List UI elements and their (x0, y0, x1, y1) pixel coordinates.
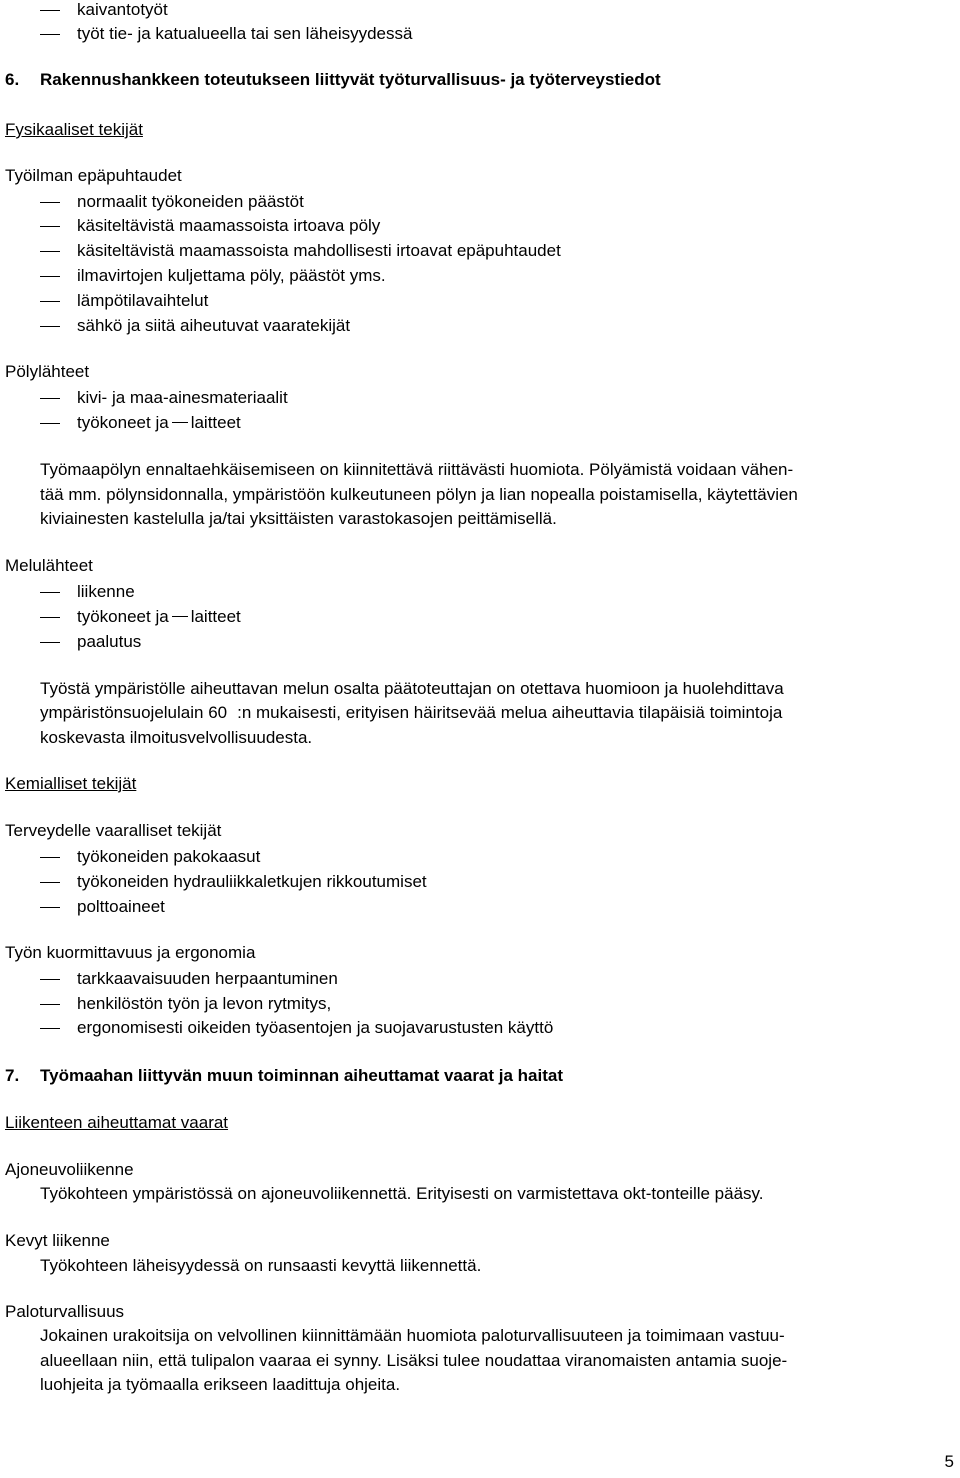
list-item: sähkö ja siitä aiheutuvat vaaratekijät (77, 316, 351, 335)
inline-dash (172, 422, 188, 423)
paragraph-line: luohjeita ja työmaalla erikseen laadittuja ohjeita. (40, 1375, 401, 1394)
list-item: paalutus (77, 632, 142, 651)
polylahteet-heading: Pölylähteet (5, 362, 90, 381)
list-item: tarkkaavaisuuden herpaantuminen (77, 969, 338, 988)
paragraph-line: Työkohteen ympäristössä on ajoneuvoliikennettä. Erityisesti on varmistettava okt-tonteille pääsy. (40, 1184, 764, 1203)
bullet-dash (40, 1004, 60, 1005)
terveydelle-heading: Terveydelle vaaralliset tekijät (5, 821, 222, 840)
bullet-dash (40, 979, 60, 980)
section-7-title: Työmaahan liittyvän muun toiminnan aiheuttamat vaarat ja haitat (40, 1066, 564, 1085)
bullet-dash (40, 617, 60, 618)
list-item: työkoneiden pakokaasut (77, 847, 261, 866)
list-item-part: laitteet (190, 607, 241, 626)
bullet-dash (40, 202, 60, 203)
paragraph-line: tää mm. pölynsidonnalla, ympäristöön kulkeutuneen pölyn ja lian nopealla poistamisella, käytettävien (40, 485, 798, 504)
paragraph-part: :n mukaisesti, erityisen häiritsevää melua aiheuttavia tilapäisiä toimintoja (237, 703, 783, 722)
list-item: normaalit työkoneiden päästöt (77, 192, 304, 211)
list-item: henkilöstön työn ja levon rytmitys, (77, 994, 332, 1013)
list-item (77, 607, 241, 627)
paragraph-line: Työstä ympäristölle aiheuttavan melun osalta päätoteuttajan on otettava huomioon ja huolehdittava (40, 679, 784, 698)
list-item: kaivantotyöt (77, 0, 168, 19)
palo-heading: Paloturvallisuus (5, 1302, 125, 1321)
kuormittavuus-heading: Työn kuormittavuus ja ergonomia (5, 943, 256, 962)
paragraph-part: ympäristönsuojelulain 60 (40, 703, 228, 722)
list-item: liikenne (77, 582, 135, 601)
paragraph-line: Työmaapölyn ennaltaehkäisemiseen on kiinnitettävä riittävästi huomiota. Pölyämistä voidaan vähen- (40, 460, 794, 479)
section-6-title: Rakennushankkeen toteutukseen liittyvät työturvallisuus- ja työterveystiedot (40, 70, 661, 89)
bullet-dash (40, 301, 60, 302)
list-item: kivi- ja maa-ainesmateriaalit (77, 388, 288, 407)
list-item: työt tie- ja katualueella tai sen läheisyydessä (77, 24, 413, 43)
list-item: käsiteltävistä maamassoista mahdollisesti irtoavat epäpuhtaudet (77, 241, 561, 260)
inline-dash (172, 616, 188, 617)
bullet-dash (40, 276, 60, 277)
bullet-dash (40, 423, 60, 424)
list-item: polttoaineet (77, 897, 165, 916)
paragraph-line: Jokainen urakoitsija on velvollinen kiinnittämään huomiota paloturvallisuuteen ja toimimaan vastuu- (40, 1326, 785, 1345)
list-item: työkoneiden hydrauliikkaletkujen rikkoutumiset (77, 872, 427, 891)
section-7-number: 7. (5, 1066, 20, 1085)
section-6-number: 6. (5, 70, 20, 89)
melulahteet-heading: Melulähteet (5, 556, 93, 575)
ajoneuvo-heading: Ajoneuvoliikenne (5, 1160, 134, 1179)
list-item (77, 413, 241, 433)
bullet-dash (40, 10, 60, 11)
fysikaaliset-heading: Fysikaaliset tekijät (5, 120, 143, 139)
list-item: ilmavirtojen kuljettama pöly, päästöt yms. (77, 266, 386, 285)
kevyt-heading: Kevyt liikenne (5, 1231, 110, 1250)
liikenne-heading: Liikenteen aiheuttamat vaarat (5, 1113, 229, 1132)
paragraph-line (40, 703, 782, 723)
bullet-dash (40, 251, 60, 252)
paragraph-line: alueellaan niin, että tulipalon vaaraa ei synny. Lisäksi tulee noudattaa viranomaisten antamia suoje- (40, 1351, 788, 1370)
paragraph-line: Työkohteen läheisyydessä on runsaasti kevyttä liikennettä. (40, 1256, 482, 1275)
bullet-dash (40, 398, 60, 399)
paragraph-line: koskevasta ilmoitusvelvollisuudesta. (40, 728, 313, 747)
list-item: käsiteltävistä maamassoista irtoava pöly (77, 216, 381, 235)
bullet-dash (40, 882, 60, 883)
bullet-dash (40, 34, 60, 35)
list-item-part: työkoneet ja (77, 607, 169, 626)
list-item: ergonomisesti oikeiden työasentojen ja suojavarustusten käyttö (77, 1018, 554, 1037)
bullet-dash (40, 642, 60, 643)
bullet-dash (40, 907, 60, 908)
tyoilman-heading: Työilman epäpuhtaudet (5, 166, 182, 185)
bullet-dash (40, 592, 60, 593)
bullet-dash (40, 226, 60, 227)
list-item-part: työkoneet ja (77, 413, 169, 432)
bullet-dash (40, 326, 60, 327)
list-item-part: laitteet (190, 413, 241, 432)
kemialliset-heading: Kemialliset tekijät (5, 774, 137, 793)
bullet-dash (40, 1028, 60, 1029)
bullet-dash (40, 857, 60, 858)
list-item: lämpötilavaihtelut (77, 291, 209, 310)
paragraph-line: kiviainesten kastelulla ja/tai yksittäisten varastokasojen peittämisellä. (40, 509, 557, 528)
page-number: 5 (944, 1452, 954, 1471)
